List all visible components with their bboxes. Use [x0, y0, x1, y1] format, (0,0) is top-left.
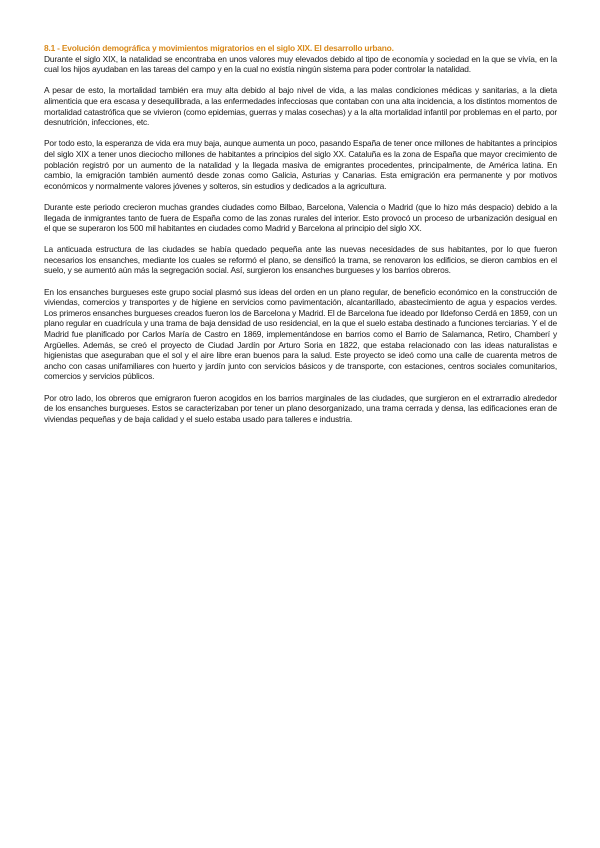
document-page	[44, 43, 557, 435]
paragraph-mortalidad: A pesar de esto, la mortalidad también era muy alta debido al bajo nivel de vida, a las malas condiciones médicas y sanitarias, a la dieta alimenticia que era escasa y desequilibrada, a las enfermedades infecciosas que contaban con una alta incidencia, a los distintos momentos de mortalidad catastrófica que se vivieron (como epidemias, guerras y malas cosechas) y a la alta mortalidad infantil por problemas en el parto, por desnutrición, infecciones, etc.	[44, 85, 557, 128]
paragraph-crecimiento-ciudades: Durante este periodo crecieron muchas grandes ciudades como Bilbao, Barcelona, Valencia o Madrid (que lo hizo más despacio) debido a la llegada de inmigrantes tanto de fuera de España como de las zonas rurales del interior. Esto provocó un proceso de urbanización desigual en el que se superaron los 500 mil habitantes en ciudades como Madrid y Barcelona al principio del siglo XX.	[44, 201, 557, 234]
section-heading: 8.1 - Evolución demográfica y movimientos migratorios en el siglo XIX. El desarrollo urbano.	[44, 43, 394, 53]
paragraph-barrios-obreros: Por otro lado, los obreros que emigraron fueron acogidos en los barrios marginales de las ciudades, que surgieron en el extrarradio alrededor de los ensanches burgueses. Estos se caracterizaban por tener un plano desorganizado, una trama cerrada y densa, las edificaciones eran de viviendas pequeñas y de baja calidad y el suelo estaba usado para talleres e industria.	[44, 392, 557, 424]
paragraph-natalidad: Durante el siglo XIX, la natalidad se encontraba en unos valores muy elevados debido al tipo de economía y sociedad en la que se vivía, en la cual los hijos ayudaban en las tareas del campo y en la cual no existía ningún sistema para poder controlar la natalidad.	[44, 53, 557, 75]
paragraph-ensanches: La anticuada estructura de las ciudades se había quedado pequeña ante las nuevas necesidades de sus habitantes, por lo que fueron necesarios los ensanches, mediante los cuales se reformó el plano, se densificó la trama, se renovaron los edificios, se dieron cambios en el suelo, y se aumentó aún más la segregación social. Así, surgieron los ensanches burgueses y los barrios obreros.	[44, 244, 557, 276]
paragraph-esperanza-de-vida: Por todo esto, la esperanza de vida era muy baja, aunque aumenta un poco, pasando España de tener once millones de habitantes a principios del siglo XIX a tener unos dieciocho millones de habitantes a principios del siglo XX. Cataluña es la zona de España que mayor crecimiento de población registró por un aumento de la natalidad y la llegada masiva de emigrantes procedentes, principalmente, de América latina. En cambio, la emigración también aumentó desde zonas como Galicia, Asturias y Canarias. Esta emigración era permanente y por motivos económicos y normalmente valores jóvenes y solteros, sin estudios y dedicados a la agricultura.	[44, 138, 557, 191]
paragraph-ensanches-burgueses: En los ensanches burgueses este grupo social plasmó sus ideas del orden en un plano regular, de beneficio económico en la construcción de viviendas, comercios y transportes y de higiene en servicios como pavimentación, alcantarillado, abastecimiento de agua y espacios verdes. Los primeros ensanches burgueses creados fueron los de Barcelona y Madrid. El de Barcelona fue ideado por Ildefonso Cerdá en 1859, con un plano regular en cuadrícula y una trama de baja densidad de uso residencial, en la que el suelo estaba destinado a funciones terciarias. Y el de Madrid fue planificado por Carlos María de Castro en 1869, implementándose en barrios como el Barrio de Salamanca, Retiro, Chamberí y Argüelles. Además, se creó el proyecto de Ciudad Jardín por Arturo Soria en 1822, que estaba relacionado con las ideas naturalistas e higienistas que aseguraban que el sol y el aire libre eran buenos para la salud. Este proyecto se ideó como una calle de cuarenta metros de ancho con casas unifamiliares con huerto y jardín junto con servicios básicos y de transporte, con estaciones, centros sociales comunitarios, comercios y servicios públicos.	[44, 286, 557, 382]
